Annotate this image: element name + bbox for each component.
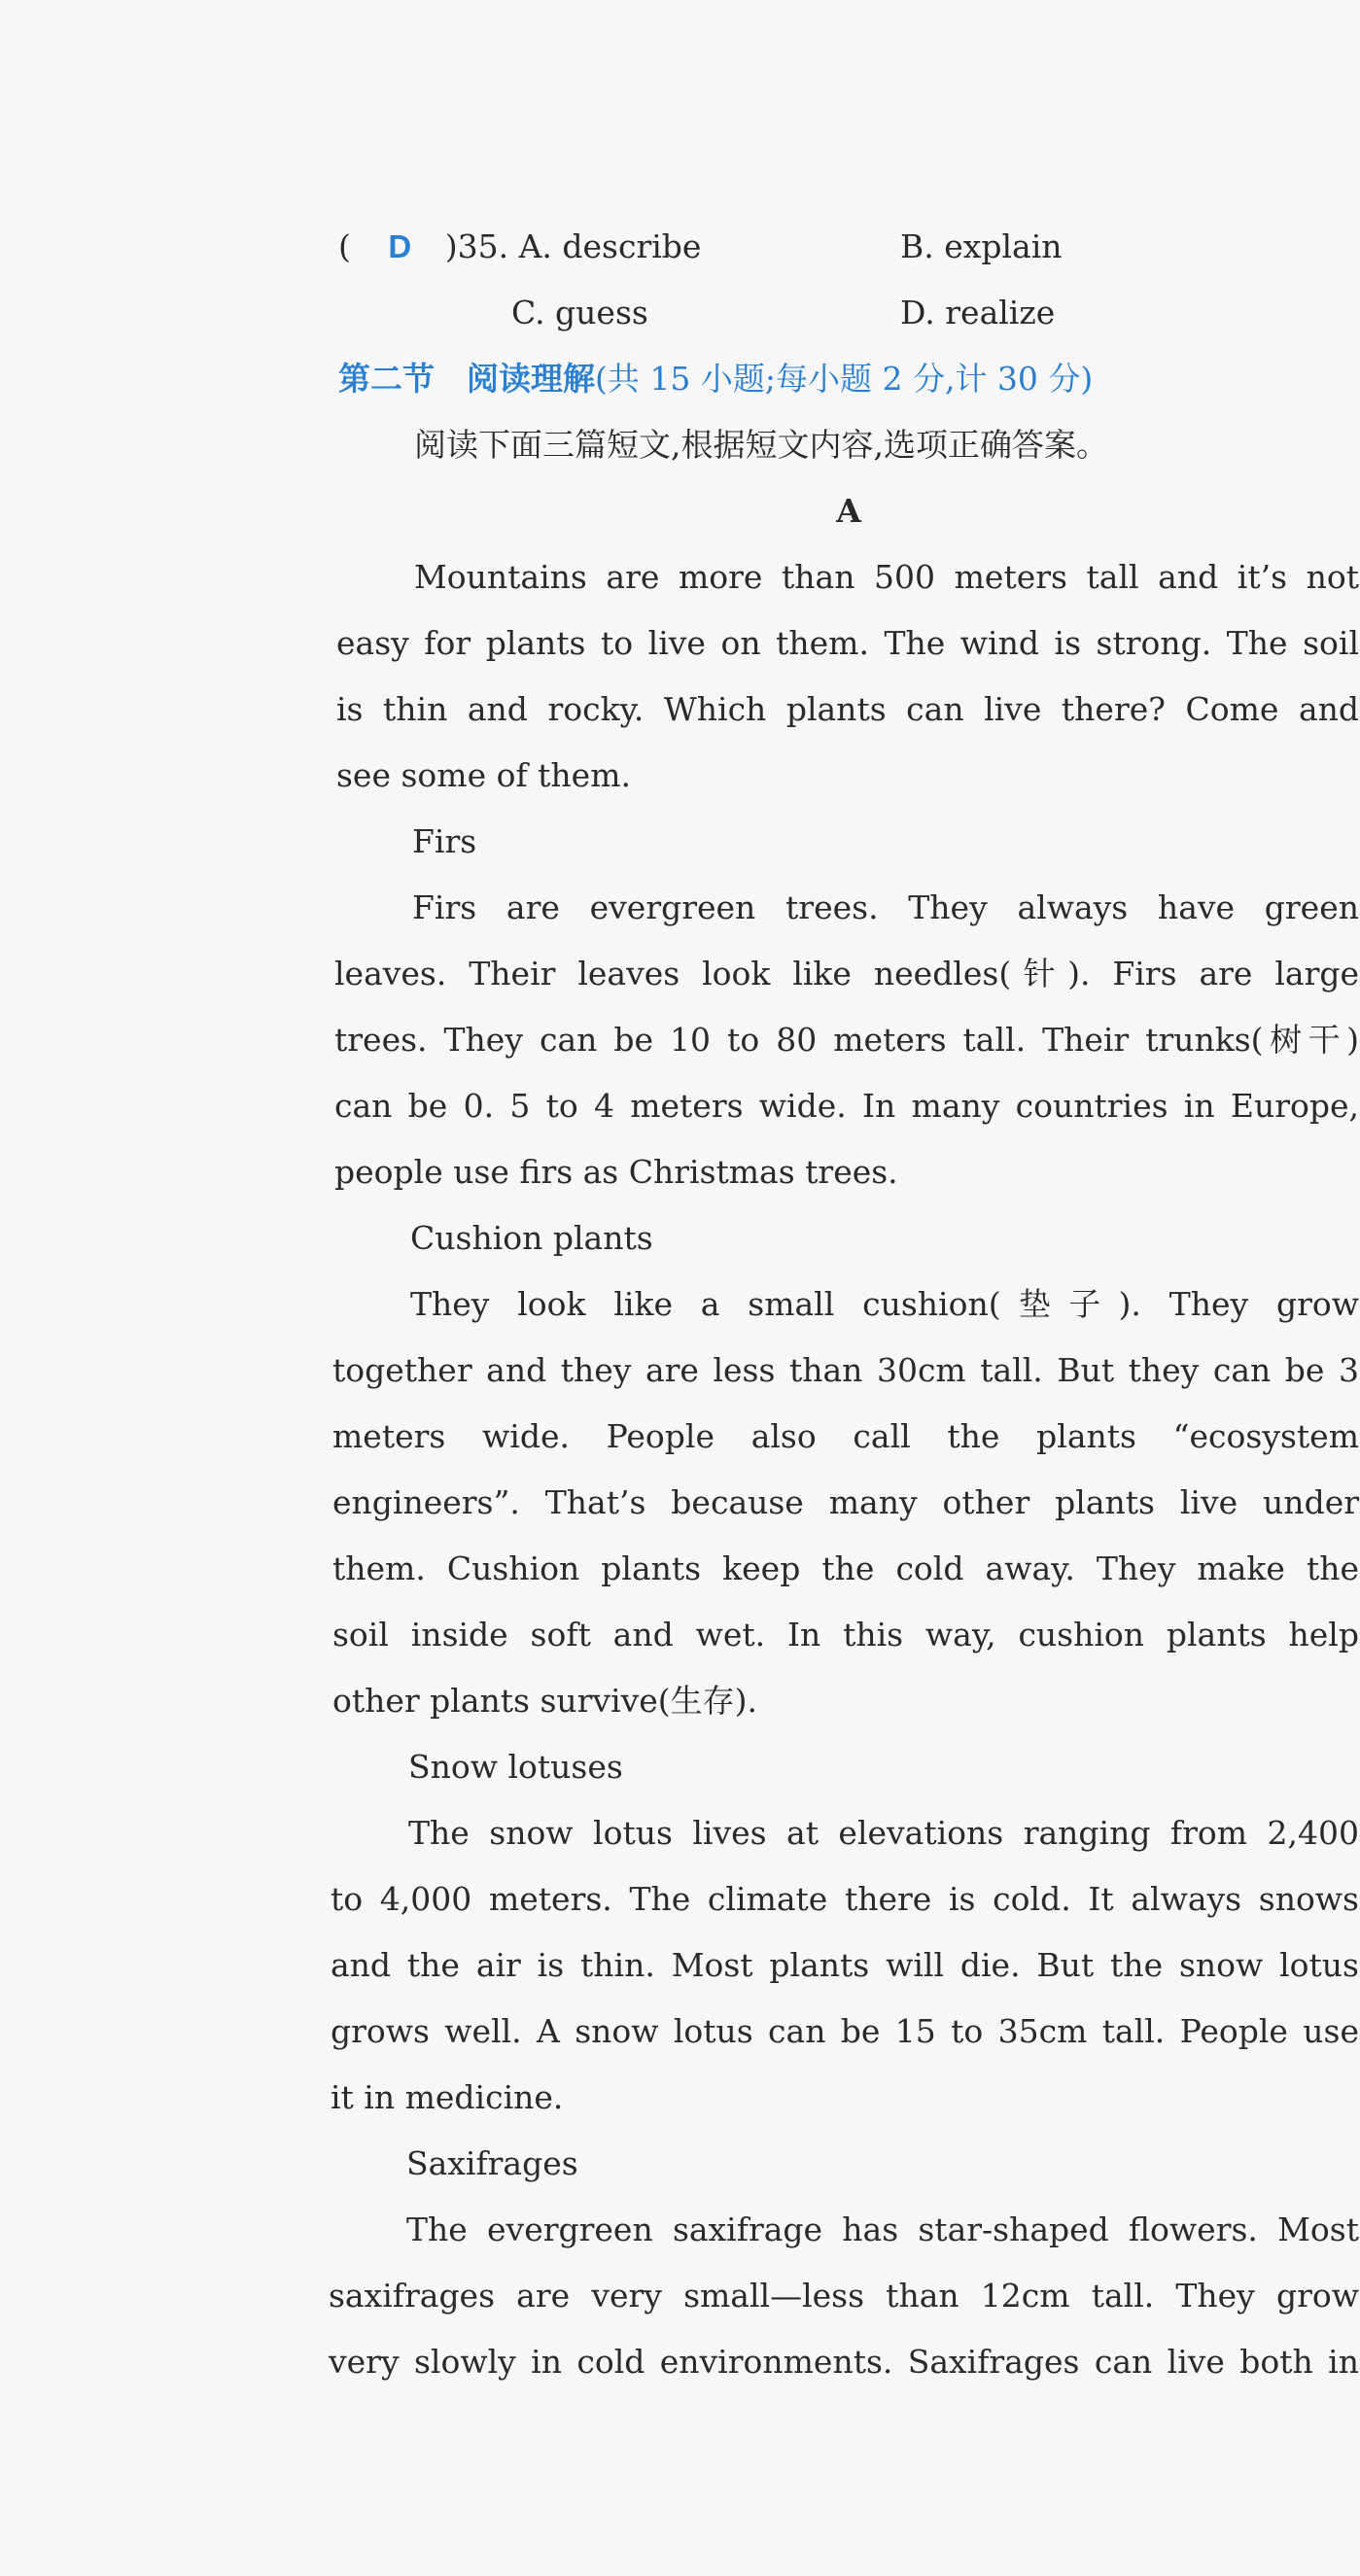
passage-line: to 4,000 meters. The climate there is cold. It always snows <box>331 1880 1359 1918</box>
passage-line: and the air is thin. Most plants will die. But the snow lotus <box>331 1946 1359 1984</box>
section-heading <box>338 346 1093 412</box>
passage-line: saxifrages are very small—less than 12cm tall. They grow <box>329 2277 1359 2315</box>
section-title: 第二节 阅读理解 <box>338 360 595 398</box>
passage-line: grows well. A snow lotus can be 15 to 35cm tall. People use <box>331 2012 1359 2050</box>
subheading-cushion-plants: Cushion plants <box>410 1219 653 1257</box>
subheading-saxifrages: Saxifrages <box>406 2144 578 2182</box>
option-a: 35. A. describe <box>457 227 702 265</box>
passage-line: engineers”. That’s because many other plants live under <box>332 1483 1359 1521</box>
passage-line: other plants survive(生存). <box>332 1682 758 1720</box>
passage-line: it in medicine. <box>331 2078 564 2116</box>
option-c: C. guess <box>511 294 648 331</box>
passage-line: Firs are evergreen trees. They always have green <box>412 888 1359 926</box>
passage-line: meters wide. People also call the plants “ecosystem <box>332 1417 1359 1455</box>
subheading-snow-lotuses: Snow lotuses <box>408 1748 623 1786</box>
paren-close: ) <box>444 227 458 265</box>
option-b: B. explain <box>900 227 1063 265</box>
answer-mark: D <box>388 228 412 264</box>
passage-line: them. Cushion plants keep the cold away. They make the <box>332 1549 1359 1587</box>
passage-line: people use firs as Christmas trees. <box>334 1153 898 1191</box>
passage-line: very slowly in cold environments. Saxifrages can live both in <box>329 2343 1359 2381</box>
document-page <box>27 0 1360 2576</box>
passage-line: is thin and rocky. Which plants can live there? Come and <box>336 690 1359 728</box>
passage-line: The evergreen saxifrage has star-shaped flowers. Most <box>406 2210 1359 2248</box>
passage-line: can be 0. 5 to 4 meters wide. In many countries in Europe, <box>334 1087 1359 1125</box>
section-subtitle: (共 15 小题;每小题 2 分,计 30 分) <box>595 360 1094 398</box>
passage-label: A <box>836 492 861 530</box>
subheading-firs: Firs <box>412 822 477 860</box>
passage-line: The snow lotus lives at elevations ranging from 2,400 <box>408 1814 1359 1852</box>
passage-line: Mountains are more than 500 meters tall and it’s not <box>414 558 1359 596</box>
section-instructions: 阅读下面三篇短文,根据短文内容,选项正确答案。 <box>414 426 1108 464</box>
passage-line: trees. They can be 10 to 80 meters tall. Their trunks(树干) <box>334 1021 1359 1059</box>
question-35-line1 <box>338 214 701 280</box>
passage-line: leaves. Their leaves look like needles(针). Firs are large <box>334 955 1359 992</box>
passage-line: together and they are less than 30cm tall. But they can be 3 <box>332 1351 1359 1389</box>
option-d: D. realize <box>900 294 1056 331</box>
passage-line: see some of them. <box>336 756 631 794</box>
passage-line: easy for plants to live on them. The wind is strong. The soil <box>336 624 1359 662</box>
passage-line: soil inside soft and wet. In this way, cushion plants help <box>332 1616 1359 1654</box>
paren-open: ( <box>338 227 351 265</box>
passage-line: They look like a small cushion(垫子). They grow <box>410 1285 1359 1323</box>
